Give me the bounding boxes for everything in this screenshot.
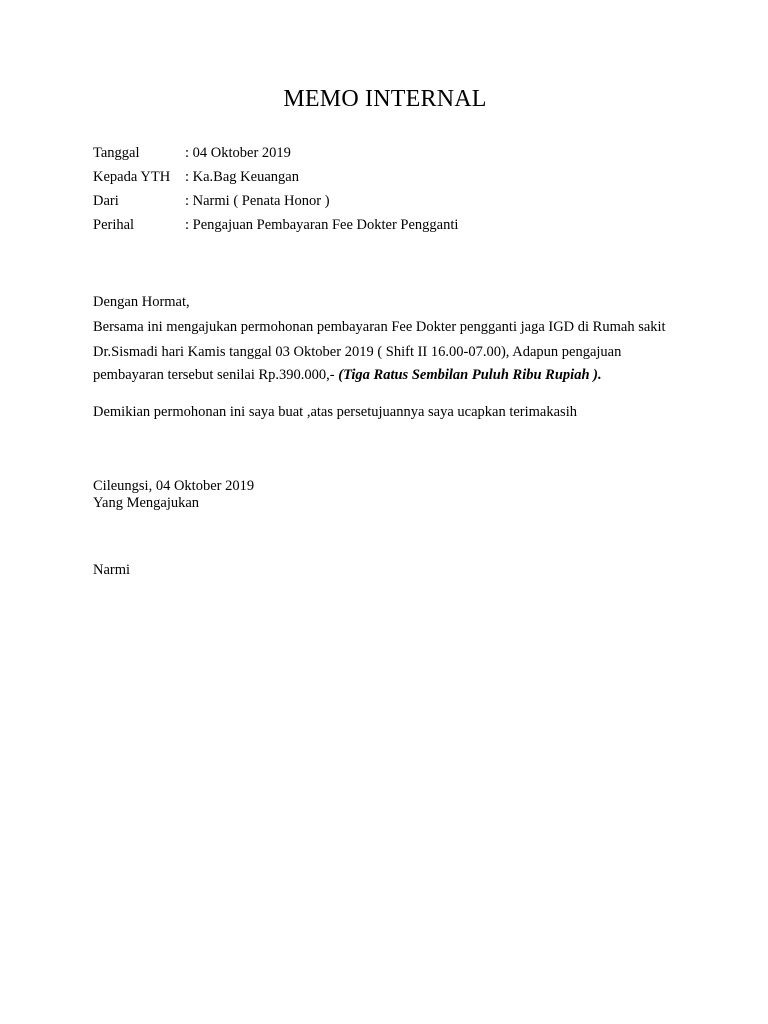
subject-value: : Pengajuan Pembayaran Fee Dokter Pengganti	[185, 217, 459, 233]
signer-role: Yang Mengajukan	[93, 495, 200, 511]
from-value: : Narmi ( Penata Honor )	[185, 193, 330, 209]
header-row-date	[93, 145, 291, 162]
amount-numeric-text: pembayaran tersebut senilai Rp.390.000,-	[93, 367, 339, 383]
paragraph1-line2: Dr.Sismadi hari Kamis tanggal 03 Oktober 2019 ( Shift II 16.00-07.00), Adapun pengajuan	[93, 344, 622, 360]
to-label: Kepada YTH	[93, 169, 171, 185]
memo-title: MEMO INTERNAL	[283, 86, 487, 112]
signer-name: Narmi	[93, 562, 131, 578]
header-row-subject	[93, 217, 458, 234]
subject-label: Perihal	[93, 217, 135, 233]
paragraph2: Demikian permohonan ini saya buat ,atas persetujuannya saya ucapkan terimakasih	[93, 404, 577, 420]
date-value: : 04 Oktober 2019	[185, 145, 291, 161]
to-value: : Ka.Bag Keuangan	[185, 169, 299, 185]
amount-words-text: (Tiga Ratus Sembilan Puluh Ribu Rupiah ).	[338, 367, 602, 383]
header-row-from	[93, 193, 330, 210]
from-label: Dari	[93, 193, 119, 209]
date-label: Tanggal	[93, 145, 140, 161]
header-row-to	[93, 169, 299, 186]
paragraph1-line1: Bersama ini mengajukan permohonan pembayaran Fee Dokter pengganti jaga IGD di Rumah sakit	[93, 319, 666, 335]
greeting: Dengan Hormat,	[93, 294, 190, 310]
paragraph1-line3	[93, 367, 693, 384]
place-date: Cileungsi, 04 Oktober 2019	[93, 478, 255, 494]
